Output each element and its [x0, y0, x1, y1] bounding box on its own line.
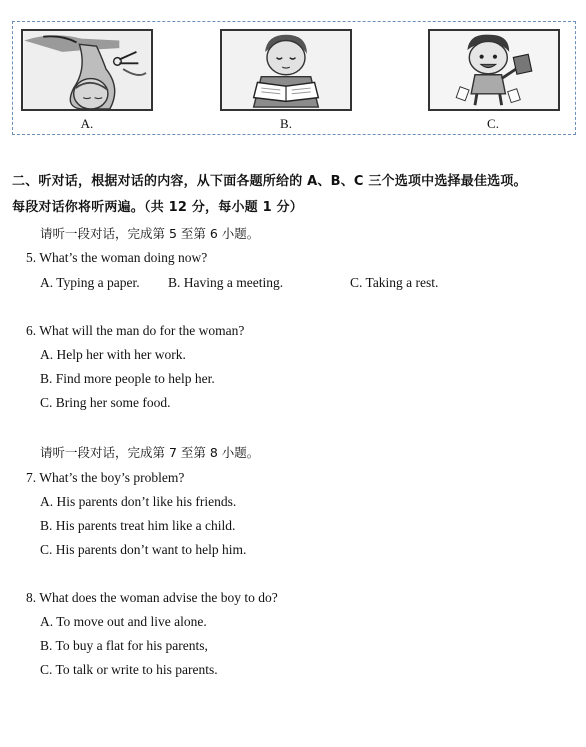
question-7: 7. What’s the boy’s problem?	[26, 470, 185, 485]
question-8-option-c: C. To talk or write to his parents.	[40, 662, 218, 677]
question-6-option-c: C. Bring her some food.	[40, 395, 171, 410]
boy-with-papers-icon	[430, 31, 558, 109]
question-7-option-b: B. His parents treat him like a child.	[40, 518, 236, 533]
picture-c-boy-with-book	[428, 29, 560, 111]
question-6: 6. What will the man do for the woman?	[26, 323, 245, 338]
question-5: 5. What’s the woman doing now?	[26, 250, 208, 265]
group-instruction: 请听一段对话，完成第 5 至第 6 小题。	[40, 226, 260, 241]
group-instruction: 请听一段对话，完成第 7 至第 8 小题。	[40, 445, 260, 460]
picture-a-label: A.	[80, 116, 94, 131]
question-6-option-b: B. Find more people to help her.	[40, 371, 215, 386]
section-heading-line1: 二、听对话，根据对话的内容，从下面各题所给的 A、B、C 三个选项中选择最佳选项。	[12, 174, 527, 189]
picture-b-label: B.	[280, 116, 292, 131]
question-7-option-c: C. His parents don’t want to help him.	[40, 542, 247, 557]
question-5-option-c: C. Taking a rest.	[350, 275, 439, 290]
question-7-option-a: A. His parents don’t like his friends.	[40, 494, 237, 509]
picture-a-hairdresser	[21, 29, 153, 111]
picture-b-reading-boy	[220, 29, 352, 111]
question-8-option-a: A. To move out and live alone.	[40, 614, 207, 629]
picture-options-box	[12, 21, 576, 135]
question-5-option-b: B. Having a meeting.	[168, 275, 284, 290]
question-5-option-a: A. Typing a paper.	[40, 275, 140, 290]
section-heading-line2: 每段对话你将听两遍。（共 12 分，每小题 1 分）	[12, 200, 303, 215]
picture-c-label: C.	[487, 116, 499, 131]
question-6-option-a: A. Help her with her work.	[40, 347, 186, 362]
question-8: 8. What does the woman advise the boy to do?	[26, 590, 278, 605]
boy-reading-icon	[222, 31, 350, 109]
hairdresser-icon	[23, 31, 151, 109]
question-8-option-b: B. To buy a flat for his parents,	[40, 638, 208, 653]
